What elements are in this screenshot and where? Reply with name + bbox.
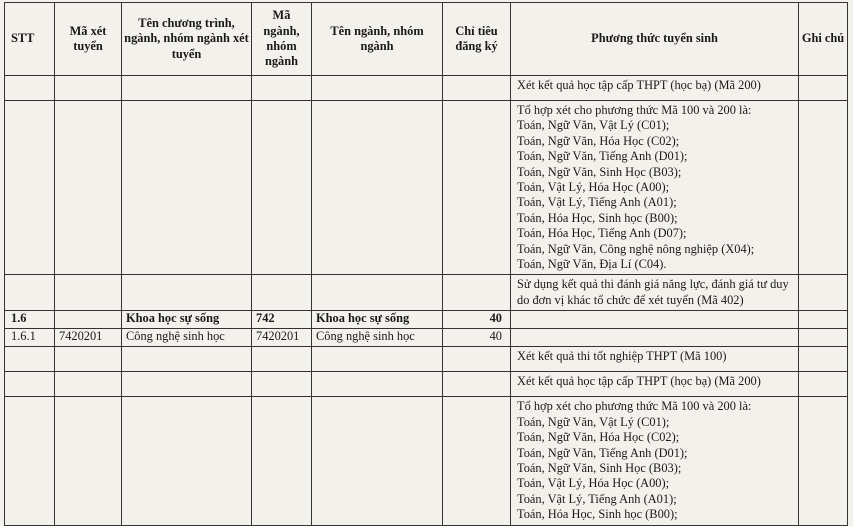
group-major-code: 742	[252, 311, 312, 329]
method-combinations-cell	[511, 397, 799, 525]
item-program-name: Công nghệ sinh học	[122, 329, 252, 347]
combination-line: Toán, Hóa Học, Sinh học (B00);	[517, 507, 678, 522]
combination-line: Toán, Ngữ Văn, Sinh Học (B03);	[517, 164, 682, 179]
header-major-name: Tên ngành, nhóm ngành	[312, 3, 443, 76]
combination-line: Toán, Hóa Học, Sinh học (B00);	[517, 210, 678, 225]
header-major-code: Mã ngành, nhóm ngành	[252, 3, 312, 76]
combination-line: Toán, Vật Lý, Tiếng Anh (A01);	[517, 491, 677, 506]
header-row	[5, 3, 848, 76]
combination-line: Toán, Ngữ Văn, Hóa Học (C02);	[517, 430, 680, 445]
method-cell: Sử dụng kết quả thi đánh giá năng lực, đánh giá tư duy do đơn vị khác tổ chức để xét tuyển (Mã 402)	[511, 275, 799, 311]
combination-line: Toán, Ngữ Văn, Công nghệ nông nghiệp (X04);	[517, 241, 755, 256]
method-cell: Xét kết quả học tập cấp THPT (học bạ) (Mã 200)	[511, 76, 799, 101]
header-program-name: Tên chương trình, ngành, nhóm ngành xét tuyển	[122, 3, 252, 76]
group-program-name: Khoa học sự sống	[122, 311, 252, 329]
combination-line: Toán, Ngữ Văn, Tiếng Anh (D01);	[517, 445, 688, 460]
table-row	[5, 275, 848, 311]
combination-line: Toán, Ngữ Văn, Vật Lý (C01);	[517, 414, 670, 429]
combination-line: Toán, Vật Lý, Tiếng Anh (A01);	[517, 195, 677, 210]
item-major-code: 7420201	[252, 329, 312, 347]
table-row	[5, 101, 848, 275]
table-row	[5, 372, 848, 397]
combination-line: Toán, Vật Lý, Hóa Học (A00);	[517, 476, 670, 491]
combination-line: Tổ hợp xét cho phương thức Mã 100 và 200 là:	[517, 399, 752, 414]
group-quota: 40	[443, 311, 511, 329]
combination-line: Toán, Ngữ Văn, Địa Lí (C04).	[517, 257, 667, 272]
table-row	[5, 397, 848, 525]
combination-line: Toán, Ngữ Văn, Vật Lý (C01);	[517, 118, 670, 133]
combination-line: Toán, Ngữ Văn, Sinh Học (B03);	[517, 460, 682, 475]
table-row	[5, 76, 848, 101]
item-stt: 1.6.1	[5, 329, 55, 347]
table-row	[5, 347, 848, 372]
header-note: Ghi chú	[799, 3, 848, 76]
combination-line: Toán, Ngữ Văn, Tiếng Anh (D01);	[517, 149, 688, 164]
header-quota: Chỉ tiêu đăng ký	[443, 3, 511, 76]
item-admission-code: 7420201	[55, 329, 122, 347]
group-stt: 1.6	[5, 311, 55, 329]
header-stt: STT	[5, 3, 55, 76]
combination-line: Toán, Ngữ Văn, Hóa Học (C02);	[517, 133, 680, 148]
item-row	[5, 329, 848, 347]
method-cell: Xét kết quả thi tốt nghiệp THPT (Mã 100)	[511, 347, 799, 372]
combination-line: Toán, Vật Lý, Hóa Học (A00);	[517, 180, 670, 195]
group-row	[5, 311, 848, 329]
combination-line: Tổ hợp xét cho phương thức Mã 100 và 200 là:	[517, 103, 752, 117]
method-combinations-cell	[511, 101, 799, 275]
item-quota: 40	[443, 329, 511, 347]
admission-table	[4, 2, 848, 526]
item-major-name: Công nghệ sinh học	[312, 329, 443, 347]
combination-line: Toán, Hóa Học, Tiếng Anh (D07);	[517, 226, 687, 241]
group-major-name: Khoa học sự sống	[312, 311, 443, 329]
method-cell: Xét kết quả học tập cấp THPT (học bạ) (Mã 200)	[511, 372, 799, 397]
header-admission-method: Phương thức tuyển sinh	[511, 3, 799, 76]
header-admission-code: Mã xét tuyển	[55, 3, 122, 76]
